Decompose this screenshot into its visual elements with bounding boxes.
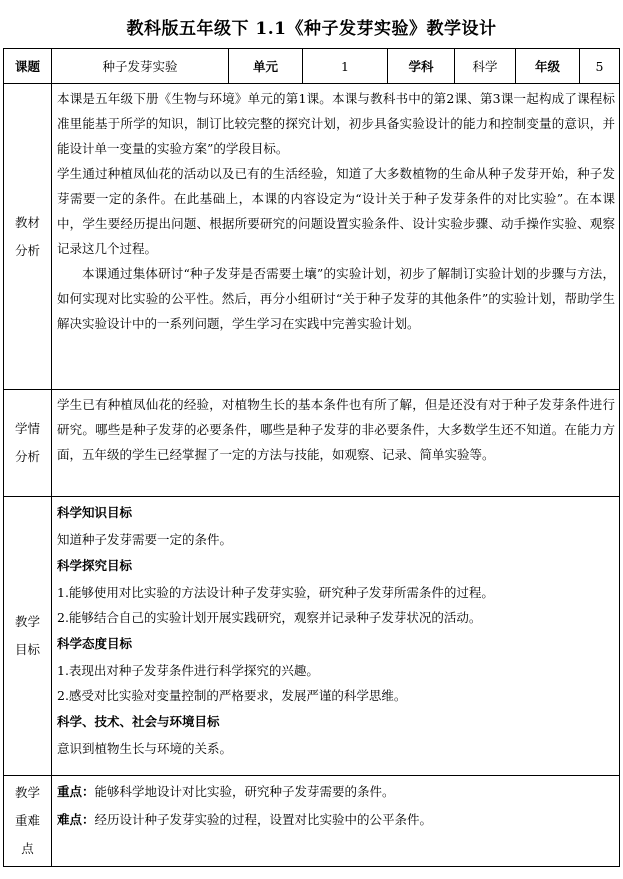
learner-label-line1: 学情: [14, 421, 40, 436]
header-row: [4, 49, 620, 84]
grade-label: 年级: [516, 49, 580, 84]
material-analysis-label: [4, 84, 52, 390]
attitude-goal-heading: 科学态度目标: [57, 636, 133, 651]
knowledge-goal-item: 知道种子发芽需要一定的条件。: [57, 532, 233, 547]
lesson-value: 种子发芽实验: [52, 49, 229, 84]
material-paragraph-2: 学生通过种植凤仙花的活动以及已有的生活经验，知道了大多数植物的生命从种子发芽开始，种子发芽需要一定的条件。在此基础上，本课的内容设定为“设计关于种子发芽条件的对比实验”。在本课中，学生要经历提出问题、根据所要研究的问题设置实验条件、设计实验步骤、动手操作实验、观察记录这几个过程。: [57, 166, 615, 256]
key-label-line3: 点: [21, 841, 34, 856]
goals-label-line2: 目标: [14, 642, 40, 657]
material-label-line1: 教材: [14, 214, 40, 230]
grade-value: 5: [580, 49, 620, 84]
inquiry-goal-item: 2.能够结合自己的实验计划开展实践研究，观察并记录种子发芽状况的活动。: [57, 610, 482, 625]
learner-analysis-label: [4, 390, 52, 497]
stse-goal-item: 意识到植物生长与环境的关系。: [57, 741, 233, 756]
key-point-text: 能够科学地设计对比实验，研究种子发芽需要的条件。: [94, 784, 395, 799]
difficult-point-text: 经历设计种子发芽实验的过程，设置对比实验中的公平条件。: [94, 812, 433, 827]
knowledge-goal-heading: 科学知识目标: [57, 505, 133, 520]
unit-label: 单元: [229, 49, 303, 84]
material-analysis-row: [4, 84, 620, 390]
key-points-content: [52, 776, 620, 867]
material-paragraph-3: 本课通过集体研讨“种子发芽是否需要土壤”的实验计划，初步了解制订实验计划的步骤与方法，如何实现对比实验的公平性。然后，再分小组研讨“关于种子发芽的其他条件”的实验计划，帮助学生解决实验设计中的一系列问题，学生学习在实践中完善实验计划。: [57, 266, 615, 331]
difficult-point-line: [57, 806, 615, 834]
unit-value: 1: [303, 49, 388, 84]
key-points-row: [4, 776, 620, 867]
learner-paragraph: 学生已有种植凤仙花的经验，对植物生长的基本条件也有所了解，但是还没有对于种子发芽条件进行研究。哪些是种子发芽的必要条件，哪些是种子发芽的非必要条件，大多数学生还不知道。在能力方面，五年级的学生已经掌握了一定的方法与技能，如观察、记录、简单实验等。: [57, 397, 615, 462]
teaching-goals-row: [4, 497, 620, 776]
material-label-line2: 分析: [14, 242, 40, 258]
subject-label: 学科: [388, 49, 455, 84]
subject-value: 科学: [455, 49, 516, 84]
page-title: 教科版五年级下 1.1《种子发芽实验》教学设计: [126, 19, 497, 39]
learner-analysis-content: [52, 390, 620, 497]
material-analysis-content: [52, 84, 620, 390]
teaching-goals-label: [4, 497, 52, 776]
inquiry-goal-heading: 科学探究目标: [57, 558, 133, 573]
key-point-label: 重点：: [57, 784, 95, 799]
key-label-line1: 教学: [14, 785, 40, 800]
key-label-line2: 重难: [14, 813, 40, 828]
key-point-line: [57, 778, 615, 806]
attitude-goal-item: 2.感受对比实验对变量控制的严格要求，发展严谨的科学思维。: [57, 688, 407, 703]
learner-analysis-row: [4, 390, 620, 497]
material-paragraph-1: 本课是五年级下册《生物与环境》单元的第1课。本课与教科书中的第2课、第3课一起构成了课程标准里能基于所学的知识，制订比较完整的探究计划，初步具备实验设计的能力和控制变量的意识，并能设计单一变量的实验方案”的学段目标。: [57, 91, 615, 156]
goals-label-line1: 教学: [14, 614, 40, 629]
learner-label-line2: 分析: [14, 449, 40, 464]
inquiry-goal-item: 1.能够使用对比实验的方法设计种子发芽实验，研究种子发芽所需条件的过程。: [57, 585, 494, 600]
lesson-label: 课题: [4, 49, 52, 84]
teaching-goals-content: [52, 497, 620, 776]
lesson-plan-table: [3, 48, 620, 867]
difficult-point-label: 难点：: [57, 812, 95, 827]
stse-goal-heading: 科学、技术、社会与环境目标: [57, 714, 220, 729]
attitude-goal-item: 1.表现出对种子发芽条件进行科学探究的兴趣。: [57, 663, 319, 678]
key-points-label: [4, 776, 52, 867]
